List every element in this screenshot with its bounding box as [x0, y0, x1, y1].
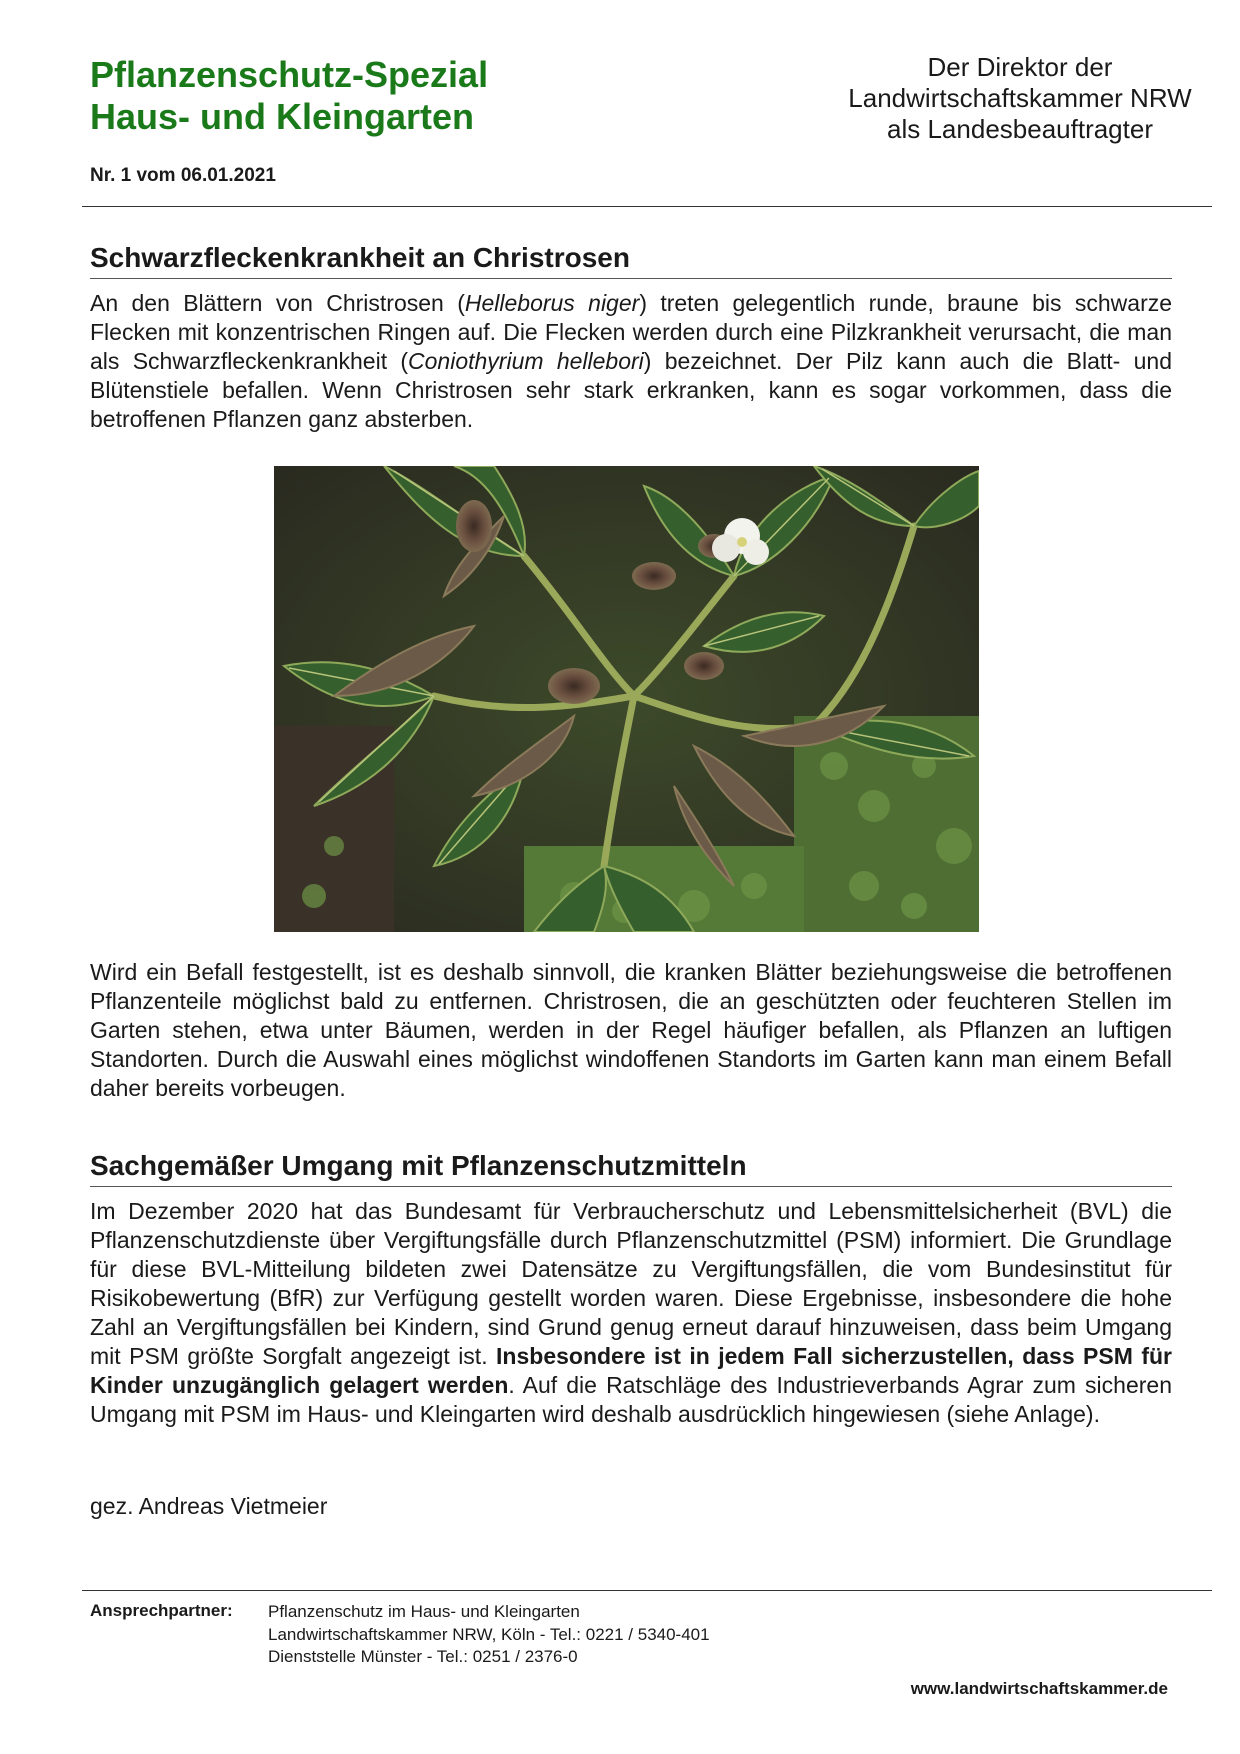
footer-line1: Pflanzenschutz im Haus- und Kleingarten	[268, 1602, 580, 1621]
masthead	[90, 54, 488, 138]
text-run: ) treten gelegentlich runde, braune bis schwarze Flecken mit konzentrischen Ringen auf. Die Flecken werden durch eine Pilzkrankheit verursacht, die man als Schwarzfleckenkrankheit (	[90, 290, 1173, 374]
paragraph-black-spot-advice: Wird ein Befall festgestellt, ist es deshalb sinnvoll, die kranken Blätter beziehungsweise die betroffenen Pflanzenteile möglichst bald zu entfernen. Christrosen, die an geschützten oder feuchteren Stellen im Garten stehen, etwa unter Bäumen, werden in der Regel häufiger befallen, als Pflanzen an luftigen Standorten. Durch die Auswahl eines möglichst windoffenen Standorts im Garten kann man einem Befall daher bereits vorbeugen.	[90, 959, 1172, 1101]
section-black-spot-continued	[90, 958, 1172, 1103]
issue-number: Nr. 1 vom 06.01.2021	[90, 165, 276, 186]
footer-contact-label: Ansprechpartner:	[90, 1601, 233, 1620]
species-name-helleborus: Helleborus niger	[464, 290, 640, 316]
footer-contact-details	[268, 1601, 710, 1669]
header-divider	[82, 206, 1212, 207]
masthead-title-line1: Pflanzenschutz-Spezial	[90, 54, 489, 95]
authority-block	[820, 52, 1220, 145]
text-run: ) bezeichnet. Der Pilz kann auch die Blatt- und Blütenstiele befallen. Wenn Christrosen sehr stark erkranken, kann es sogar vorkommen, dass die betroffenen Pflanzen ganz absterben.	[90, 348, 1172, 432]
emphasis-children-safety: Insbesondere ist in jedem Fall sicherzustellen, dass PSM für Kinder unzugänglich gelagert werden	[90, 1343, 1172, 1398]
section-heading-pesticide-handling: Sachgemäßer Umgang mit Pflanzenschutzmitteln	[90, 1148, 1172, 1187]
footer-line3: Dienststelle Münster - Tel.: 0251 / 2376-0	[268, 1647, 578, 1666]
authority-line3: als Landesbeauftragter	[887, 114, 1153, 144]
footer-line2: Landwirtschaftskammer NRW, Köln - Tel.: 0221 / 5340-401	[268, 1624, 710, 1644]
paragraph-black-spot-intro	[90, 289, 1172, 434]
species-name-coniothyrium: Coniothyrium hellebori	[408, 348, 644, 374]
text-run: Im Dezember 2020 hat das Bundesamt für Verbraucherschutz und Lebensmittelsicherheit (BVL) die Pflanzenschutzdienste über Vergiftungsfälle durch Pflanzenschutzmittel (PSM) informiert. Die Grundlage für diese BVL-Mitteilung bildeten zwei Datensätze zu Vergiftungsfällen, die vom Bundesinstitut für Risikobewertung (BfR) zur Verfügung gestellt worden waren. Diese Ergebnisse, insbesondere die hohe Zahl an Vergiftungsfällen bei Kindern, sind Grund genug erneut darauf hinzuweisen, dass beim Umgang mit PSM größte Sorgfalt angezeigt ist.	[90, 1198, 1172, 1369]
authority-line1: Der Direktor der	[927, 52, 1113, 82]
signature: gez. Andreas Vietmeier	[90, 1493, 328, 1519]
section-black-spot	[90, 240, 1172, 434]
text-run: An den Blättern von Christrosen (	[90, 290, 465, 316]
section-pesticide-handling	[90, 1148, 1172, 1429]
footer-divider	[82, 1590, 1212, 1591]
footer-website-link[interactable]: www.landwirtschaftskammer.de	[910, 1679, 1168, 1698]
section-heading-black-spot: Schwarzfleckenkrankheit an Christrosen	[90, 240, 1172, 279]
authority-line2: Landwirtschaftskammer NRW	[848, 83, 1192, 113]
christmas-rose-photo	[274, 466, 979, 932]
paragraph-pesticide-handling	[90, 1197, 1172, 1429]
text-run: . Auf die Ratschläge des Industrieverbands Agrar zum sicheren Umgang mit PSM im Haus- und Kleingarten wird deshalb ausdrücklich hingewiesen (siehe Anlage).	[90, 1372, 1172, 1427]
masthead-title-line2: Haus- und Kleingarten	[90, 96, 475, 137]
